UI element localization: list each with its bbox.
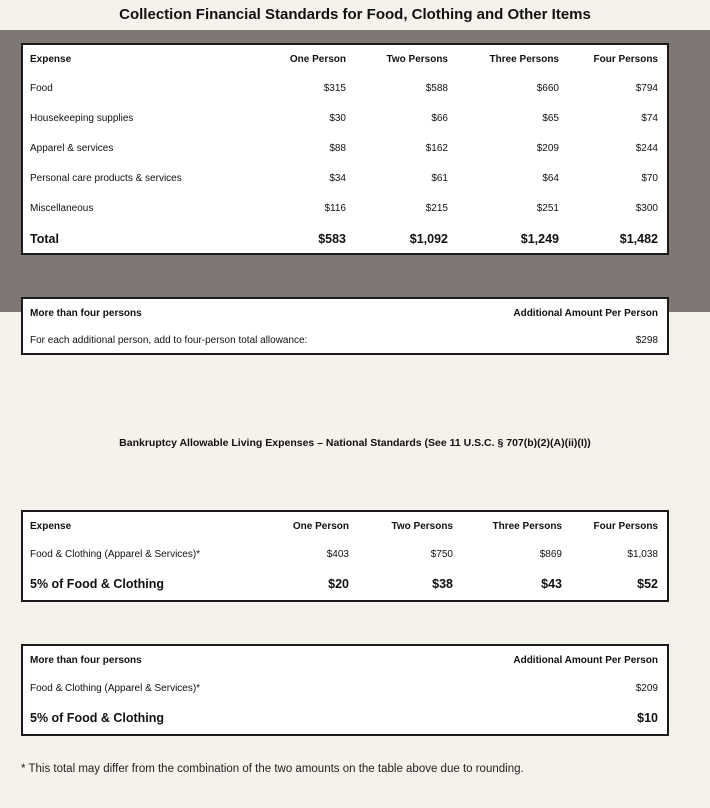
- total-label: 5% of Food & Clothing: [30, 711, 165, 725]
- cell-two: $162: [425, 142, 448, 154]
- cell-one: $34: [329, 172, 346, 184]
- cell-three: $660: [536, 82, 559, 94]
- table-header-row: [23, 646, 667, 674]
- table-header-row: [23, 45, 667, 73]
- header-three-persons: Three Persons: [492, 520, 562, 532]
- cell-one: $116: [324, 202, 346, 214]
- row-label: For each additional person, add to four-person total allowance:: [30, 334, 308, 346]
- row-label: Food & Clothing (Apparel & Services)*: [30, 682, 201, 694]
- cell-two: $66: [431, 112, 448, 124]
- header-additional-amount: Additional Amount Per Person: [513, 654, 658, 666]
- total-three: $1,249: [520, 232, 559, 246]
- cell-four: $244: [635, 142, 658, 154]
- table-row: [23, 133, 667, 163]
- cell-three: $64: [542, 172, 559, 184]
- header-four-persons: Four Persons: [593, 53, 658, 65]
- cell-one: $315: [323, 82, 346, 94]
- header-one-person: One Person: [292, 520, 349, 532]
- bankruptcy-standards-table: [21, 510, 669, 602]
- footnote: * This total may differ from the combination of the two amounts on the table above due to rounding.: [21, 763, 524, 775]
- row-label: Miscellaneous: [30, 202, 94, 214]
- header-additional-amount: Additional Amount Per Person: [513, 307, 658, 319]
- header-three-persons: Three Persons: [489, 53, 559, 65]
- table-header-row: [23, 512, 667, 540]
- header-two-persons: Two Persons: [391, 520, 453, 532]
- cell-two: $750: [430, 548, 453, 560]
- table-row: [23, 327, 667, 353]
- total-one: $20: [328, 577, 349, 591]
- total-four: $52: [637, 577, 658, 591]
- cell-one: $30: [329, 112, 346, 124]
- row-label: Housekeeping supplies: [30, 112, 134, 124]
- cell-four: $1,038: [627, 548, 658, 560]
- total-row: [23, 702, 667, 734]
- section-subtitle: Bankruptcy Allowable Living Expenses – National Standards (See 11 U.S.C. § 707(b)(2)(A)(ii)(I)): [119, 437, 591, 449]
- total-label: Total: [30, 232, 59, 246]
- bankruptcy-additional-person-table: [21, 644, 669, 736]
- cell-four: $300: [635, 202, 658, 214]
- total-row: [23, 568, 667, 600]
- cell-one: $403: [326, 548, 349, 560]
- cell-three: $869: [539, 548, 562, 560]
- row-label: Personal care products & services: [30, 172, 182, 184]
- total-amount: $10: [637, 711, 658, 725]
- cell-four: $70: [641, 172, 658, 184]
- header-one-person: One Person: [289, 53, 346, 65]
- total-two: $38: [432, 577, 453, 591]
- cell-amount: $298: [635, 334, 658, 346]
- cell-three: $209: [536, 142, 559, 154]
- header-four-persons: Four Persons: [593, 520, 658, 532]
- header-more-than-four: More than four persons: [30, 307, 142, 319]
- additional-person-table: [21, 297, 669, 355]
- header-expense: Expense: [30, 520, 72, 532]
- cell-four: $794: [635, 82, 658, 94]
- row-label: Food: [30, 82, 53, 94]
- table-row: [23, 73, 667, 103]
- cell-four: $74: [641, 112, 658, 124]
- cell-two: $215: [425, 202, 448, 214]
- table-row: [23, 674, 667, 702]
- table-row: [23, 193, 667, 223]
- cell-two: $588: [425, 82, 448, 94]
- cell-three: $251: [536, 202, 559, 214]
- row-label: Food & Clothing (Apparel & Services)*: [30, 548, 201, 560]
- table-row: [23, 103, 667, 133]
- table-header-row: [23, 299, 667, 327]
- header-more-than-four: More than four persons: [30, 654, 142, 666]
- total-four: $1,482: [619, 232, 658, 246]
- table-row: [23, 163, 667, 193]
- table-row: [23, 540, 667, 568]
- cell-two: $61: [431, 172, 448, 184]
- total-label: 5% of Food & Clothing: [30, 577, 165, 591]
- collection-standards-table: [21, 43, 669, 255]
- total-row: [23, 223, 667, 255]
- total-one: $583: [318, 232, 346, 246]
- cell-one: $88: [329, 142, 346, 154]
- total-two: $1,092: [409, 232, 448, 246]
- page-title: Collection Financial Standards for Food, Clothing and Other Items: [0, 0, 710, 30]
- cell-amount: $209: [635, 682, 658, 694]
- header-expense: Expense: [30, 53, 72, 65]
- total-three: $43: [541, 577, 562, 591]
- header-two-persons: Two Persons: [386, 53, 448, 65]
- cell-three: $65: [542, 112, 559, 124]
- row-label: Apparel & services: [30, 142, 114, 154]
